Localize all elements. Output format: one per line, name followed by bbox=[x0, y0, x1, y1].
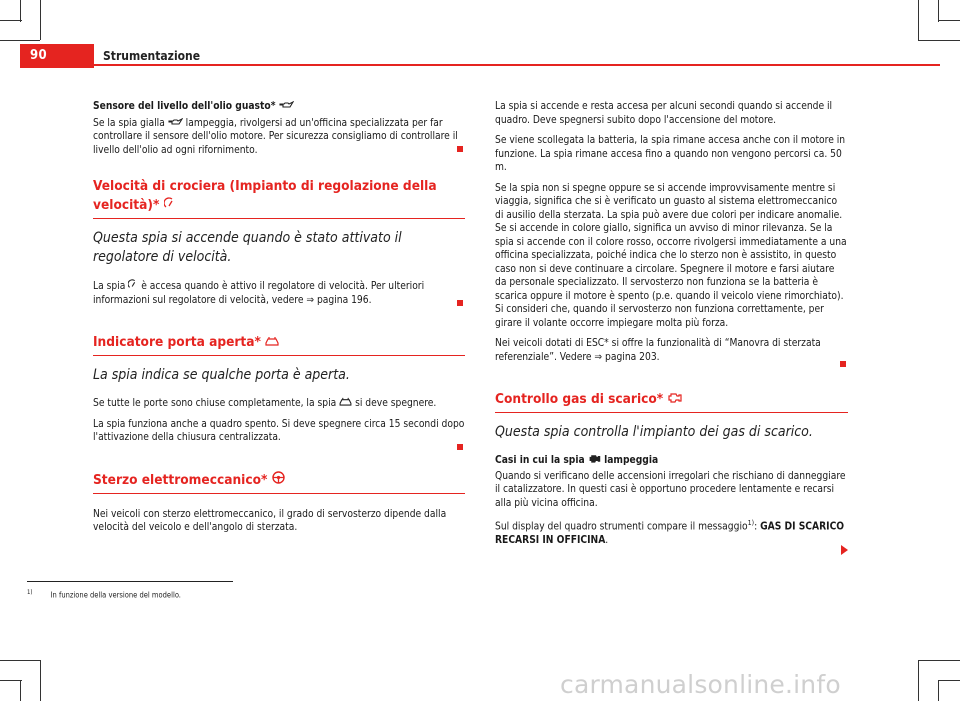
crop-mark bbox=[938, 680, 939, 701]
section-end-mark bbox=[457, 146, 463, 152]
section-end-mark bbox=[840, 361, 846, 367]
exhaust-lead: Questa spia controlla l'impianto dei gas di scarico. bbox=[495, 424, 813, 440]
cruise-lead: Questa spia si accende quando è stato attivato il regolatore di velocità. bbox=[93, 230, 402, 265]
steering-text-2: La spia si accende e resta accesa per alcuni secondi quando si accende il quadro. Deve spegnersi subito dopo l'accensione del motore. bbox=[495, 101, 833, 126]
page-number: 90 bbox=[30, 48, 47, 63]
crop-mark bbox=[20, 680, 21, 701]
cruise-title: Velocità di crociera (Impianto di regolazione della velocità)* bbox=[93, 178, 437, 213]
exhaust-text-2: Sul display del quadro strumenti compare il messaggio$^{1)}$: GAS DI SCARICO RECARSI IN OFFICINA. bbox=[495, 519, 845, 546]
door-open-icon bbox=[265, 336, 279, 349]
door-title: Indicatore porta aperta* bbox=[93, 333, 465, 352]
steering-text-3: Se viene scollegata la batteria, la spia rimane accesa anche con il motore in funzione. La spia rimane accesa fino a quando non vengono percorsi ca. 50 m. bbox=[495, 135, 846, 173]
page-number-tab bbox=[20, 44, 76, 68]
header-rule bbox=[92, 64, 940, 66]
steering-text-5: Nei veicoli dotati di ESC* si offre la funzionalità di “Manovra di sterzata referenziale”. Vedere ⇒ pagina 203. bbox=[495, 338, 821, 363]
engine-icon bbox=[667, 392, 682, 406]
footnote-ref: 1) bbox=[747, 519, 755, 527]
crop-mark bbox=[0, 20, 22, 21]
footnote bbox=[27, 589, 181, 600]
footnote-rule bbox=[27, 581, 233, 582]
crop-mark bbox=[938, 680, 960, 681]
exhaust-rule bbox=[495, 412, 848, 413]
exhaust-text-1: Quando si verificano delle accensioni irregolari che rischiano di danneggiare il catalizzatore. In questi casi è opportuno procedere lentamente e recarsi alla più vicina officina. bbox=[495, 470, 846, 509]
door-rule bbox=[93, 355, 465, 356]
door-text-2: La spia funziona anche a quadro spento. Si deve spegnere circa 15 secondi dopo l'attivazione della chiusura centralizzata. bbox=[93, 418, 465, 443]
crop-mark bbox=[40, 0, 41, 40]
right-column bbox=[495, 100, 848, 554]
footnote-mark: 1) bbox=[27, 589, 33, 596]
cruise-rule bbox=[93, 218, 465, 219]
oil-can-icon bbox=[168, 118, 183, 129]
crop-mark bbox=[918, 0, 919, 40]
crop-mark bbox=[918, 40, 960, 41]
watermark: carmanualsonline.info bbox=[560, 670, 841, 699]
engine-icon bbox=[588, 454, 601, 466]
page-title: Strumentazione bbox=[103, 49, 201, 63]
cruise-control-icon bbox=[128, 279, 138, 292]
crop-mark bbox=[0, 660, 40, 661]
exhaust-title: Controllo gas di scarico* bbox=[495, 390, 848, 409]
steering-text: Nei veicoli con sterzo elettromeccanico, il grado di servosterzo dipende dalla velocità del veicolo e dell'angolo di sterzata. bbox=[93, 508, 447, 533]
left-column bbox=[93, 100, 465, 542]
crop-mark bbox=[938, 20, 960, 21]
crop-mark bbox=[0, 40, 40, 41]
crop-mark bbox=[918, 660, 960, 661]
oil-level-heading: Sensore del livello dell'olio guasto* bbox=[93, 100, 465, 114]
door-lead: La spia indica se qualche porta è aperta. bbox=[93, 367, 350, 383]
warning-message: GAS DI SCARICO RECARSI IN OFFICINA bbox=[495, 521, 845, 546]
section-end-mark bbox=[457, 300, 463, 306]
crop-mark bbox=[938, 0, 939, 22]
steering-text-4: Se la spia non si spegne oppure se si accende improvvisamente mentre si viaggia, significa che si è verificato un guasto al sistema elettromeccanico di ausilio della sterzata. La spia può avere due colori per indicare anomalie. Se si accende in colore giallo, significa un avviso di minor rilevanza. Se la spia si accende con il colore rosso, occorre rivolgersi immediatamente a una officina specializzata, poiché indica che lo sterzo non è assistito, in questo caso non si deve continuare a circolare. Spegnere il motore e farsi aiutare da personale specializzato. Il servosterzo non funziona se la batteria è scarica oppure il motore è spento (p.e. quando il veicolo viene rimorchiato). Si consideri che, quando il servosterzo non funziona correttamente, per girare il volante occorre impiegare molta più forza. bbox=[495, 182, 847, 329]
footnote-text: In funzione della versione del modello. bbox=[50, 590, 181, 600]
crop-mark bbox=[20, 0, 21, 22]
steering-rule bbox=[93, 493, 465, 494]
crop-mark bbox=[40, 660, 41, 701]
section-end-mark bbox=[457, 444, 463, 450]
door-text-1: Se tutte le porte sono chiuse completamente, la spia si deve spegnere. bbox=[93, 398, 437, 409]
exhaust-subheading: Casi in cui la spia lampeggia bbox=[495, 455, 659, 466]
steering-title: Sterzo elettromeccanico* bbox=[93, 471, 465, 490]
cruise-control-icon bbox=[164, 197, 176, 212]
crop-mark bbox=[918, 660, 919, 701]
steering-wheel-icon bbox=[272, 471, 285, 487]
door-open-icon bbox=[339, 397, 352, 409]
cruise-text: La spia è accesa quando è attivo il regolatore di velocità. Per ulteriori informazioni sul regolatore di velocità, vedere ⇒ pagina 196. bbox=[93, 281, 425, 306]
continue-arrow-icon bbox=[841, 545, 848, 555]
oil-level-text: Se la spia gialla lampeggia, rivolgersi ad un'officina specializzata per far controllare il sensore dell'olio motore. Per sicurezza consigliamo di controllare il livello dell'olio ad ogni rifornimento. bbox=[93, 117, 458, 156]
crop-mark bbox=[0, 680, 22, 681]
oil-can-icon bbox=[279, 101, 294, 112]
